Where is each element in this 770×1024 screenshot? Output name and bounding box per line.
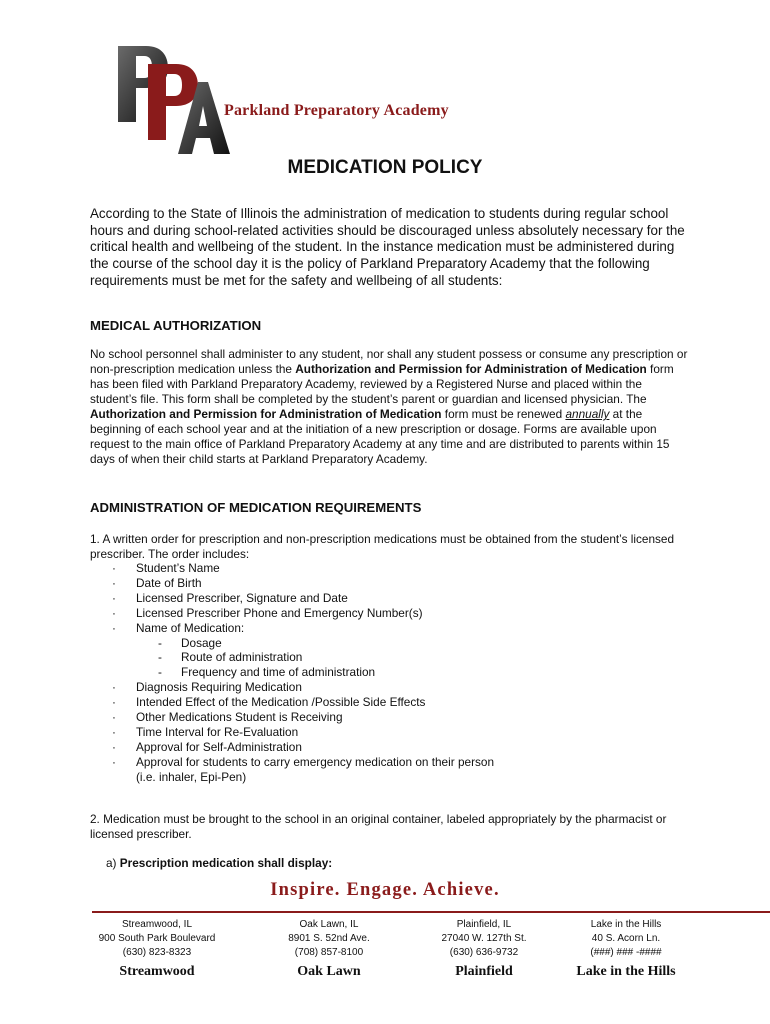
list-item: · Licensed Prescriber Phone and Emergency Number(s) [112,605,423,620]
campus-city: Lake in the Hills [590,919,662,930]
campus-streamwood [77,918,237,982]
medical-authorization-paragraph: No school personnel shall administer to any student, nor shall any student possess or consume any prescription or non-prescription medication unless the Authorization and Permission for Administration of Medication form has been filed with Parkland Preparatory Academy, reviewed by a Registered Nurse and placed within the student’s file. This form shall be completed by the student’s parent or guardian and licensed physician. The Authorization and Permission for Administration of Medication form must be renewed annually at the beginning of each school year and at the initiation of a new prescription or dosage. Forms are available upon request to the main office of Parkland Preparatory Academy at any time and are distributed to parents within 15 days of when their child starts at Parkland Preparatory Academy. [90,347,688,466]
medication-sub-list [136,636,494,681]
list-item: · Student’s Name [112,561,220,575]
list-item: · Name of Medication: - Dosage - Route of administration - Frequency and time of administration [104,621,494,681]
sub-list-item: - Route of administration [158,650,303,665]
campus-plainfield [404,918,564,982]
list-item: · Time Interval for Re-Evaluation [112,724,299,739]
list-item: · Licensed Prescriber, Signature and Date [112,590,348,605]
campus-address: 40 S. Acorn Ln. [591,933,661,944]
list-item: · Date of Birth [112,575,202,590]
form-name: Authorization and Permission for Administration of Medication [295,362,647,376]
form-name: Authorization and Permission for Administration of Medication [90,407,442,421]
footer-divider [92,911,770,913]
order-items-list [104,561,494,785]
requirement-1: 1. A written order for prescription and non-prescription medications must be obtained from the student’s licensed prescriber. The order includes: [90,532,675,561]
campus-city: Streamwood, IL [121,919,193,930]
campus-phone: (630) 636-9732 [449,947,519,958]
footer-tagline: Inspire. Engage. Achieve. [270,880,500,900]
medical-authorization-heading: MEDICAL AUTHORIZATION [90,318,262,333]
requirement-2: 2. Medication must be brought to the school in an original container, labeled appropriately by the pharmacist or licensed prescriber. [90,812,667,841]
list-item: · Diagnosis Requiring Medication [112,680,302,695]
campus-city: Oak Lawn, IL [299,919,359,930]
org-name: Parkland Preparatory Academy [224,102,449,119]
campus-oak-lawn [249,918,409,982]
intro-paragraph: According to the State of Illinois the administration of medication to students during regular school hours and during school-related activities should be discouraged unless absolutely necessary for the critical health and wellbeing of the student. In the instance medication must be administered during the course of the school day it is the policy of Parkland Preparatory Academy that the following requirements must be met for the safety and wellbeing of all students: [90,206,685,288]
campus-phone: (###) ### -#### [590,947,662,958]
campus-name: Oak Lawn [297,964,361,979]
renew-frequency: annually [565,407,610,421]
campus-name: Streamwood [119,964,195,979]
list-item: · Intended Effect of the Medication /Possible Side Effects [112,695,426,710]
list-item: · Other Medications Student is Receiving [112,710,343,725]
page-title: MEDICATION POLICY [287,157,483,178]
campus-lake-in-the-hills [546,918,706,982]
campus-address: 8901 S. 52nd Ave. [288,933,370,944]
ppa-logo [112,42,232,160]
administration-heading: ADMINISTRATION OF MEDICATION REQUIREMENTS [90,500,422,515]
campus-phone: (708) 857-8100 [294,947,364,958]
campus-city: Plainfield, IL [456,919,512,930]
sub-list-item: - Dosage [158,635,222,650]
campus-address: 27040 W. 127th St. [441,933,527,944]
campus-name: Plainfield [455,964,513,979]
list-item: · Approval for students to carry emergency medication on their person (i.e. inhaler, Epi-Pen) [112,754,495,784]
campus-name: Lake in the Hills [576,964,676,979]
campus-address: 900 South Park Boulevard [98,933,216,944]
list-item: · Approval for Self-Administration [112,739,302,754]
campus-phone: (630) 823-8323 [122,947,192,958]
requirement-2a: a) Prescription medication shall display: [106,856,333,870]
sub-list-item: - Frequency and time of administration [158,665,376,680]
